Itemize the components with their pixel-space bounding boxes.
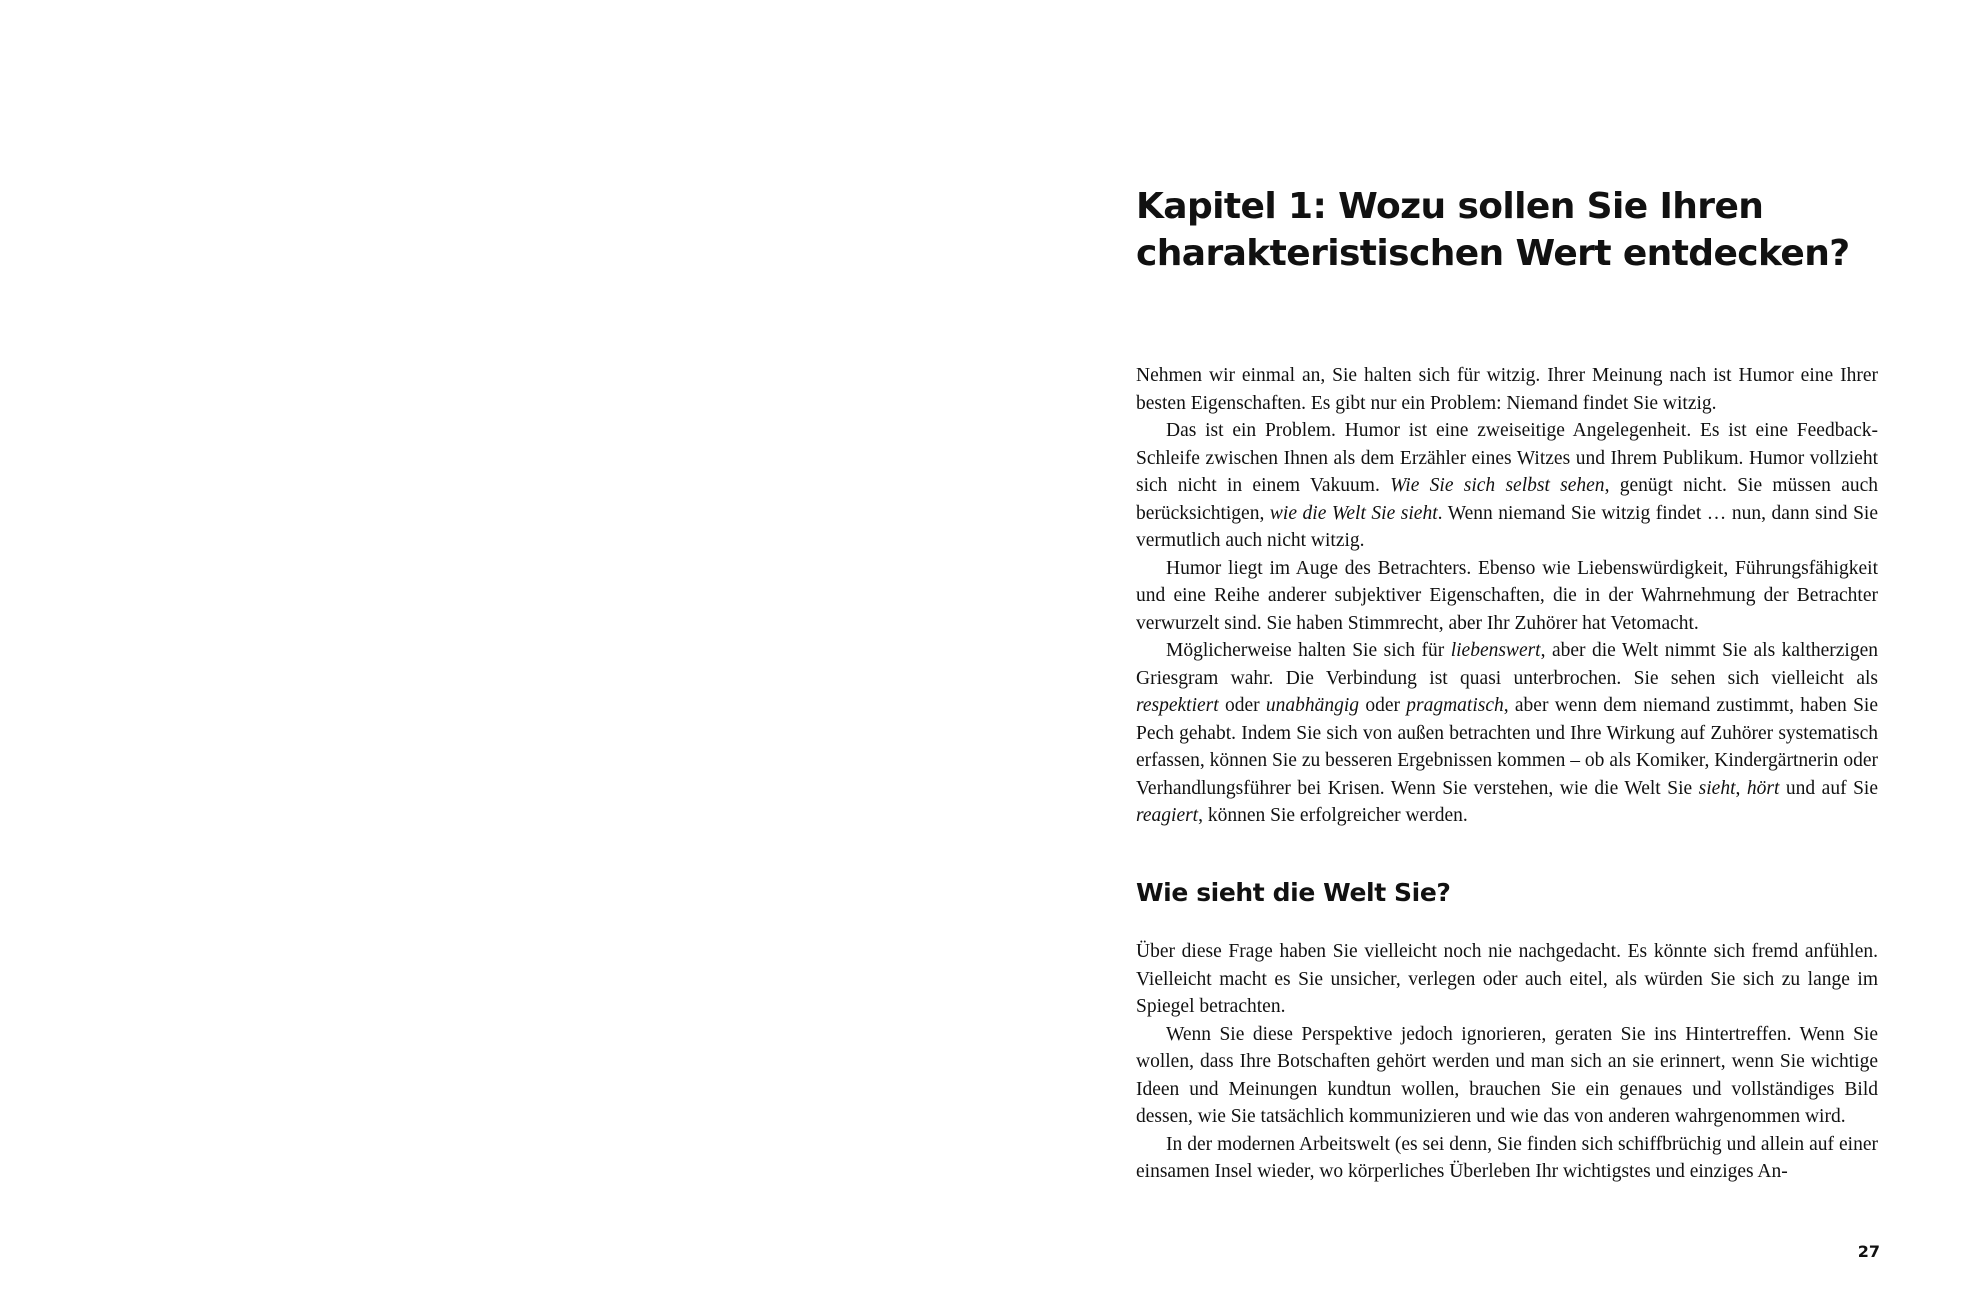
emphasis: sieht (1698, 777, 1736, 799)
emphasis: pragmatisch (1406, 695, 1504, 716)
chapter-title-line-1: Kapitel 1: Wozu sollen Sie Ihren (1136, 186, 1764, 227)
emphasis: wie die Welt Sie sieht (1269, 502, 1438, 524)
emphasis: respektiert (1136, 695, 1219, 716)
emphasis: Wie Sie sich selbst sehen (1390, 475, 1605, 496)
emphasis: liebenswert (1450, 640, 1541, 661)
emphasis: reagiert (1136, 805, 1199, 826)
intro-text (1136, 362, 1878, 830)
paragraph: Das ist ein Problem. Humor ist eine zweiseitige Angelegenheit. Es ist eine Feedback-Schleife zwischen Ihnen als dem Erzähler eines Witzes und Ihrem Publikum. Humor vollzieht sich nicht in einem Vakuum. Wie Sie sich selbst sehen, genügt nicht. Sie müssen auch berücksichtigen, wie die Welt Sie sieht. Wenn niemand Sie witzig findet … nun, dann sind Sie vermutlich auch nicht witzig. (1136, 420, 1879, 551)
page-number: 27 (1857, 1242, 1880, 1261)
paragraph: Möglicherweise halten Sie sich für liebenswert, aber die Welt nimmt Sie als kaltherzigen Griesgram wahr. Die Verbindung ist quasi unterbrochen. Sie sehen sich vielleicht als respektiert oder unabhängig oder pragmatisch, aber wenn dem niemand zustimmt, haben Sie Pech gehabt. Indem Sie sich von außen betrachten und Ihre Wirkung auf Zuhörer systematisch erfassen, können Sie zu besseren Ergebnissen kommen – ob als Komiker, Kindergärtnerin oder Verhandlungsführer bei Krisen. Wenn Sie verstehen, wie die Welt Sie sieht, hört und auf Sie reagiert, können Sie erfolgreicher werden. (1136, 640, 1878, 826)
paragraph: Über diese Frage haben Sie vielleicht noch nie nachgedacht. Es könnte sich fremd anfühlen. Vielleicht macht es Sie unsicher, verlegen oder auch eitel, als würden Sie sich zu lange im Spiegel betrachten. (1136, 941, 1878, 1017)
paragraph: Wenn Sie diese Perspektive jedoch ignorieren, geraten Sie ins Hintertreffen. Wenn Sie wollen, dass Ihre Botschaften gehört werden und man sich an sie erinnert, wenn Sie wichtige Ideen und Meinungen kundtun wollen, brauchen Sie ein genaues und vollständiges Bild dessen, wie Sie tatsächlich kommunizieren und wie das von anderen wahrgenommen wird. (1136, 1023, 1878, 1127)
emphasis: hört (1746, 777, 1780, 799)
emphasis: unabhängig (1265, 695, 1360, 716)
section-heading: Wie sieht die Welt Sie? (1136, 878, 1451, 907)
paragraph: Nehmen wir einmal an, Sie halten sich für witzig. Ihrer Meinung nach ist Humor eine Ihrer besten Eigenschaften. Es gibt nur ein Problem: Niemand findet Sie witzig. (1136, 365, 1878, 414)
paragraph: In der modernen Arbeitswelt (es sei denn, Sie finden sich schiffbrüchig und allein auf einer einsamen Insel wieder, wo körperliches Überleben Ihr wichtigstes und einziges An- (1136, 1133, 1878, 1182)
chapter-title-line-2: charakteristischen Wert entdecken? (1136, 233, 1850, 274)
chapter-title (1136, 183, 1896, 277)
section-text (1136, 938, 1878, 1186)
paragraph: Humor liegt im Auge des Betrachters. Ebenso wie Liebenswürdigkeit, Führungsfähigkeit und eine Reihe anderer subjektiver Eigenschaften, die in der Wahrnehmung der Betrachter verwurzelt sind. Sie haben Stimmrecht, aber Ihr Zuhörer hat Vetomacht. (1136, 557, 1878, 634)
